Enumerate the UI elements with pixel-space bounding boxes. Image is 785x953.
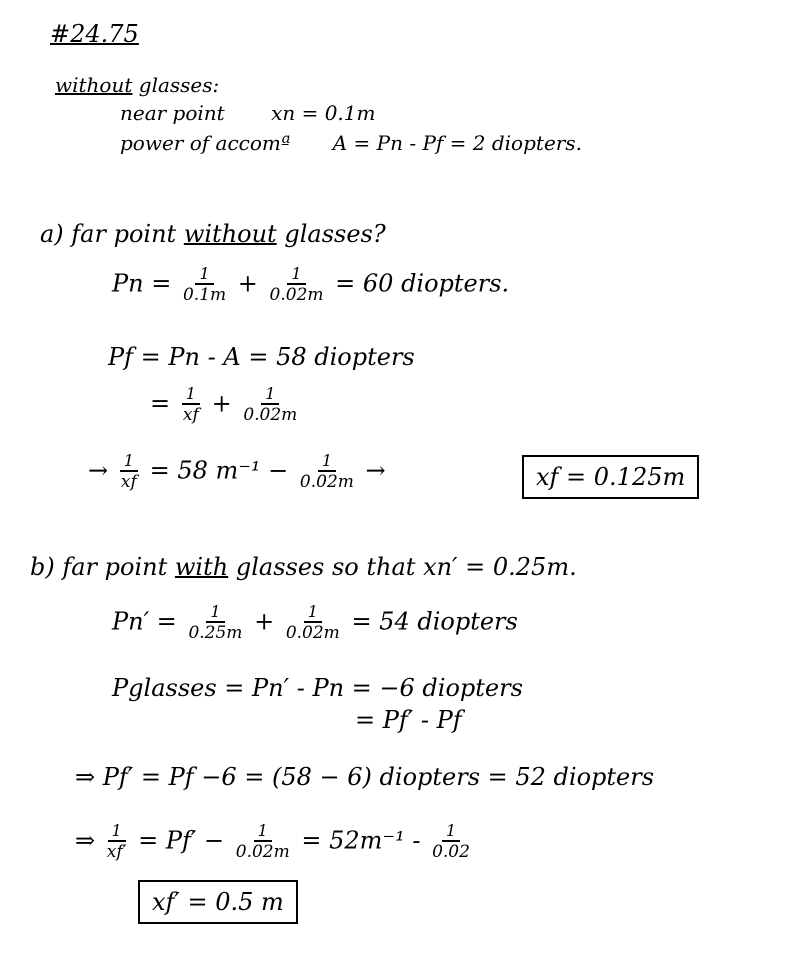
problem-number: #24.75: [50, 20, 139, 48]
part-a-line-1: Pn = $\frac{1}{0.1m}$ + $\frac{1}{0.02m}$ = 60 diopters.: [112, 264, 510, 305]
part-b-line-5: ⇒ $\frac{1}{xf'}$ = Pf′ − $\frac{1}{0.02m}$ = 52m⁻¹ - $\frac{1}{0.02}$: [75, 821, 470, 862]
near-point-line: near point xn = 0.1m: [120, 101, 376, 125]
part-a-answer-box: xf = 0.125m: [522, 455, 699, 499]
part-b-line-3: = Pf′ - Pf: [355, 706, 462, 734]
part-b-line-1: Pn′ = $\frac{1}{0.25m}$ + $\frac{1}{0.02m}$ = 54 diopters: [112, 602, 518, 643]
part-a-line-2: Pf = Pn - A = 58 diopters: [108, 343, 415, 371]
given-heading: without glasses:: [55, 73, 220, 97]
part-a-title: a) far point without glasses?: [40, 220, 386, 248]
accommodation-line: power of accomª A = Pn - Pf = 2 diopters.: [120, 131, 582, 155]
part-a-line-4: → $\frac{1}{xf}$ = 58 m⁻¹ − $\frac{1}{0.02m}$ →: [88, 451, 386, 492]
part-b-title: b) far point with glasses so that xn′ = 0.25m.: [30, 553, 577, 581]
part-b-line-4: ⇒ Pf′ = Pf −6 = (58 − 6) diopters = 52 diopters: [75, 763, 655, 791]
part-b-answer-box: xf′ = 0.5 m: [138, 880, 298, 924]
part-b-line-2: Pglasses = Pn′ - Pn = −6 diopters: [112, 674, 523, 702]
part-a-line-3: = $\frac{1}{xf}$ + $\frac{1}{0.02m}$: [150, 384, 298, 425]
